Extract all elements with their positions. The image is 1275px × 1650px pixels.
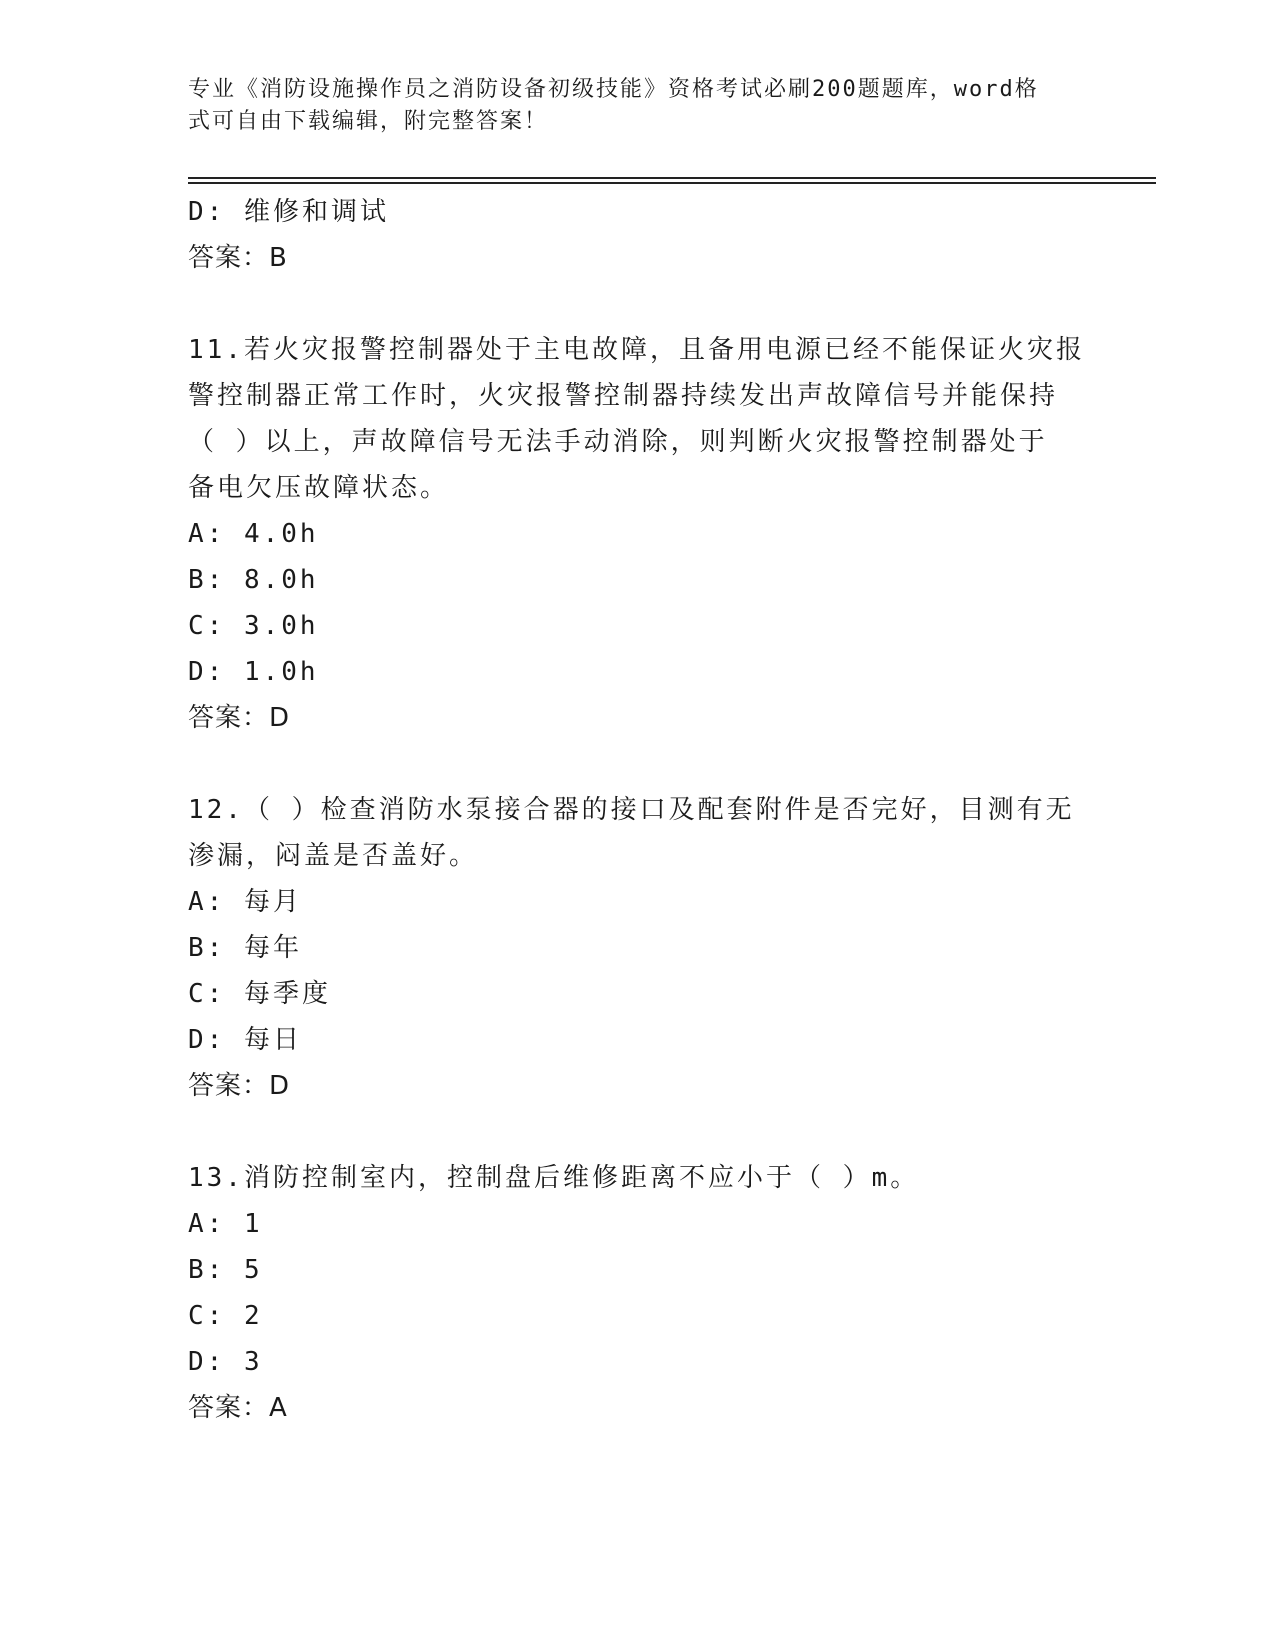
option-c: C: 每季度: [188, 979, 331, 1009]
option-a: A: 4.0h: [188, 519, 319, 549]
question-stem-line: 警控制器正常工作时，火灾报警控制器持续发出声故障信号并能保持: [188, 381, 1059, 411]
question-list: [188, 189, 1088, 1431]
option-d: D: 3: [188, 1347, 263, 1377]
answer-line: 答案：A: [188, 1393, 288, 1423]
question-stem-line: 渗漏，闷盖是否盖好。: [188, 841, 479, 871]
option-c: C: 3.0h: [188, 611, 319, 641]
answer-line: 答案：B: [188, 243, 288, 273]
spacer: [188, 741, 1088, 787]
option-a: A: 每月: [188, 887, 302, 917]
option-a: A: 1: [188, 1209, 263, 1239]
question-stem-line: （ ）以上，声故障信号无法手动消除，则判断火灾报警控制器处于: [188, 427, 1048, 457]
question-stem-line: 12.（ ）检查消防水泵接合器的接口及配套附件是否完好，目测有无: [188, 795, 1075, 825]
question-10-tail: [188, 189, 1088, 281]
spacer: [188, 1109, 1088, 1155]
option-d: D: 维修和调试: [188, 197, 389, 227]
question-stem-line: 备电欠压故障状态。: [188, 473, 450, 503]
option-b: B: 每年: [188, 933, 302, 963]
question-13: [188, 1155, 1088, 1431]
option-b: B: 5: [188, 1255, 263, 1285]
header-line-2: 式可自由下载编辑，附完整答案！: [188, 109, 549, 134]
question-11: [188, 327, 1088, 741]
option-d: D: 1.0h: [188, 657, 319, 687]
answer-line: 答案：D: [188, 703, 291, 733]
header-divider-bottom: [188, 182, 1156, 184]
document-header: [188, 74, 1068, 138]
question-stem-line: 13.消防控制室内，控制盘后维修距离不应小于（ ）m。: [188, 1163, 920, 1193]
option-b: B: 8.0h: [188, 565, 319, 595]
question-stem-line: 11.若火灾报警控制器处于主电故障，且备用电源已经不能保证火灾报: [188, 335, 1085, 365]
option-c: C: 2: [188, 1301, 263, 1331]
question-12: [188, 787, 1088, 1109]
option-d: D: 每日: [188, 1025, 302, 1055]
header-divider-top: [188, 177, 1156, 179]
answer-line: 答案：D: [188, 1071, 291, 1101]
spacer: [188, 281, 1088, 327]
header-line-1: 专业《消防设施操作员之消防设备初级技能》资格考试必刷200题题库，word格: [188, 77, 1039, 102]
